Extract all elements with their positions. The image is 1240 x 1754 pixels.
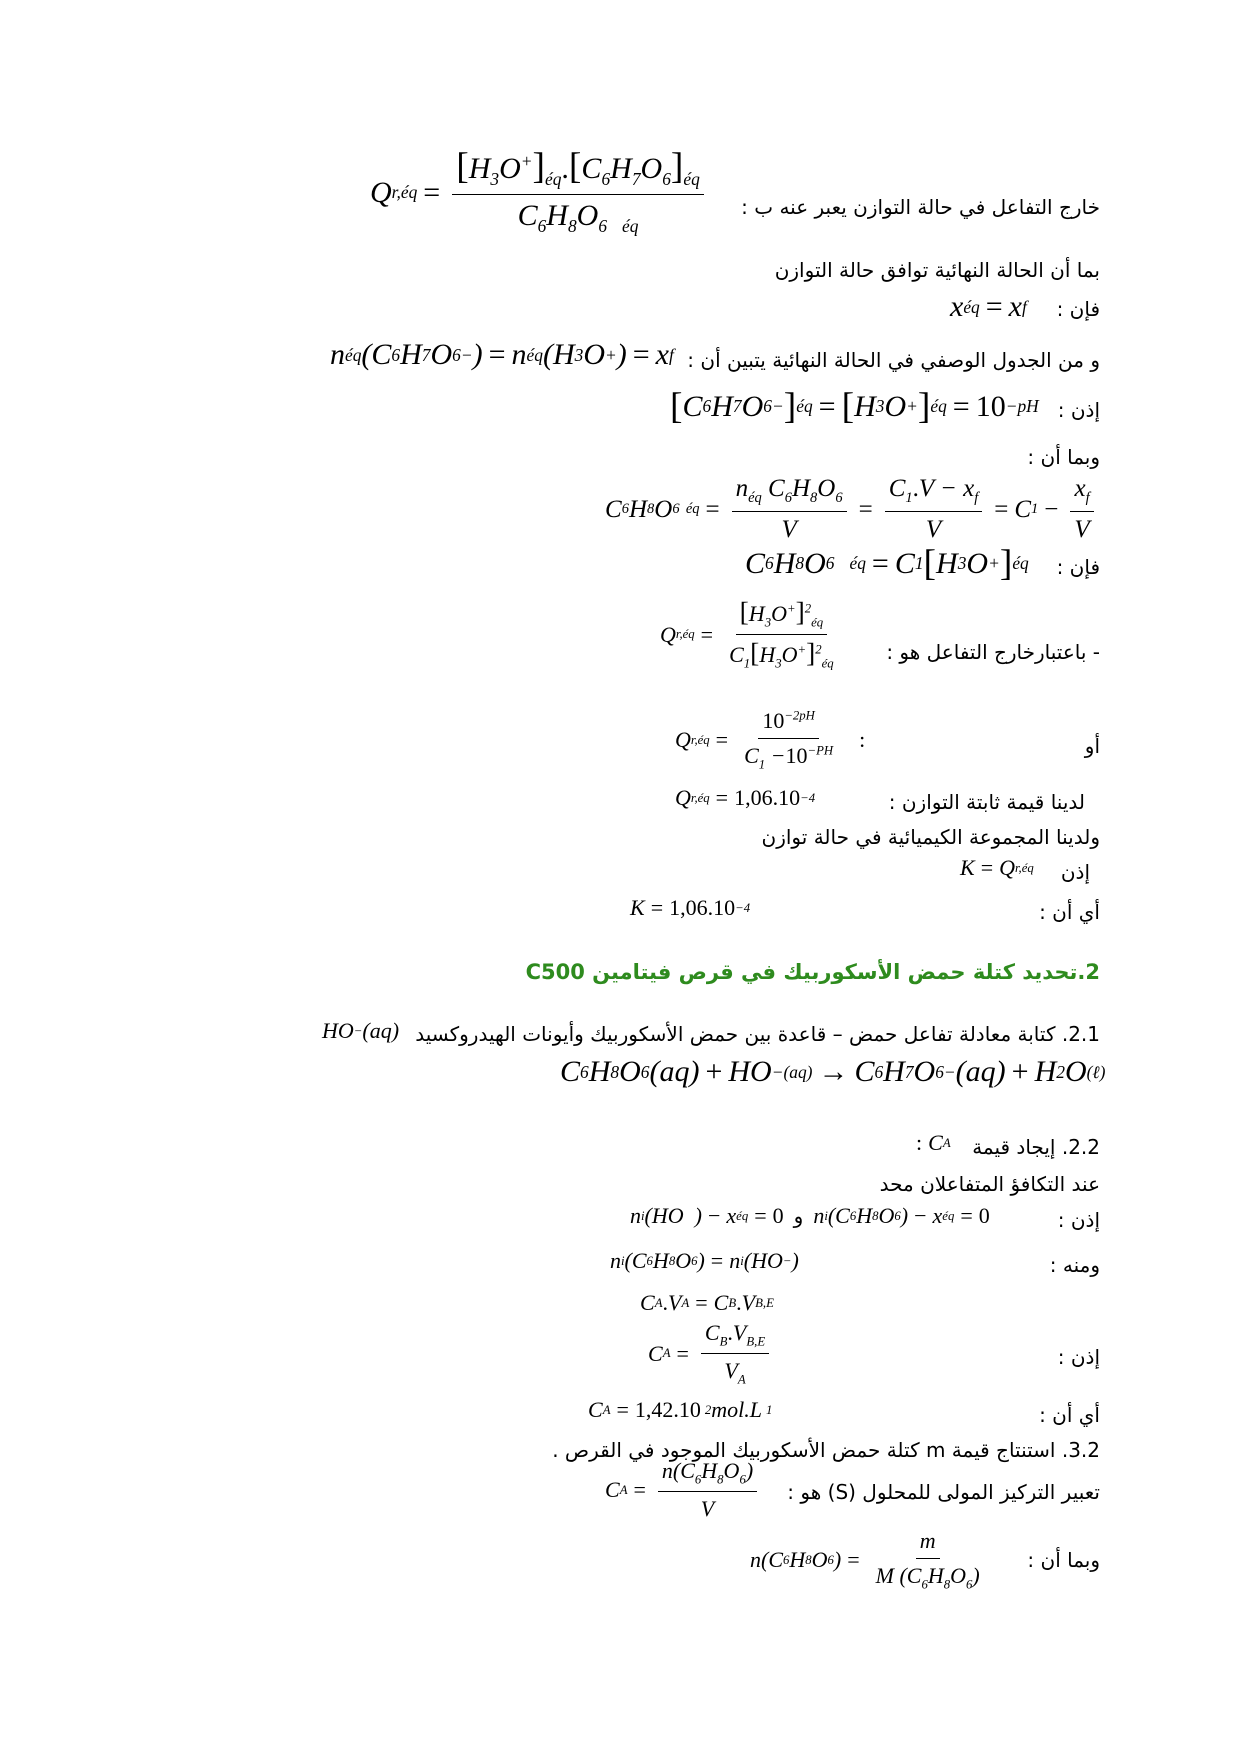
equation-cava: C A . V A = C B . V B,E: [640, 1290, 774, 1315]
ca-unit-exponent: 1: [766, 1402, 773, 1417]
equation-n-eq: n éq (C 6 H 7 O 6 − ) = n éq (H 3 O + ) = x f: [330, 338, 674, 371]
equation-hydroxide: HO − (aq): [322, 1018, 400, 1043]
text-line: أو: [1084, 734, 1100, 758]
text-line: ومنه :: [1049, 1253, 1100, 1277]
text-line: خارج التفاعل في حالة التوازن يعبر عنه ب :: [741, 195, 1100, 219]
text-line: بما أن الحالة النهائية توافق حالة التوازن: [774, 258, 1100, 282]
equation-acid-c1: C 6 H 8 O 6 éq = C 1 [ H 3 O + ] éq: [745, 543, 1029, 584]
ten: 10: [975, 389, 1006, 423]
exponent: −pH: [1005, 396, 1039, 417]
equation-q-ph: Q r,éq = $\frac{10^{-2pH}}{C_1 -10^{-PH}}$ :: [675, 708, 866, 772]
text-line: 2.2. إيجاد قيمة: [972, 1135, 1100, 1159]
text-line: - باعتبارخارج التفاعل هو :: [886, 640, 1100, 664]
section-title: 2.تحديد كتلة حمض الأسكوربيك في قرص فيتامين C500: [525, 960, 1100, 984]
equation-ni: n i (C 6 H 8 O 6 ) = n i (HO − ): [610, 1248, 799, 1273]
equation-k-value: K = 1,06.10 −4: [630, 895, 751, 920]
exponent: −2pH: [784, 708, 815, 723]
equation-ca-frac: C A = $\frac{C_B.V_{B,E}}{V_A}$: [648, 1320, 775, 1388]
text-line: وبما أن :: [1027, 1548, 1100, 1572]
equation-q-def: Q r,éq = $\frac{[H_3O^+]_{éq}.[C_6H_7O_6]_{éq}}{C_6H_8O_6 _{éq}}$: [370, 148, 710, 237]
text-line: 3.2. استنتاج قيمة m كتلة حمض الأسكوربيك الموجود في القرص .: [552, 1438, 1100, 1462]
equation-k-q: K = Q r,éq: [960, 855, 1034, 880]
text-line: 2.1. كتابة معادلة تفاعل حمض – قاعدة بين حمض الأسكوربيك وأيونات الهيدروكسيد: [415, 1022, 1100, 1046]
equation-q-value: Q r,éq = 1,06.10 −4: [675, 785, 816, 810]
equation-ca-value: C A = 1,42.10 2 mol.L 1: [588, 1397, 773, 1422]
text-line: أي أن :: [1039, 1403, 1100, 1427]
text-line: فإن :: [1056, 297, 1100, 321]
equation-acid-eq: C 6 H 8 O 6 éq = $\frac{n_{éq} C_6H_8O_6}{V}$ = $\frac{C_1.V - x_f}{V}$ = C 1 − $\frac{x_f}{V}$: [605, 475, 1100, 544]
equation-ca-label: : C A: [916, 1130, 951, 1155]
equation-concentration: [ C 6 H 7 O 6 − ] éq = [ H 3 O + ] éq = 10 −pH: [670, 386, 1039, 427]
text-line: إذن :: [1057, 1208, 1100, 1232]
text-line: تعبير التركيز المولى للمحلول (S) هو :: [787, 1480, 1100, 1504]
equation-x: x éq = x f: [950, 290, 1027, 323]
text-line: أي أن :: [1039, 900, 1100, 924]
text-line: وبما أن :: [1027, 445, 1100, 469]
q-exponent: −4: [800, 790, 816, 805]
and-word: و: [793, 1204, 804, 1228]
text-line: إذن :: [1057, 1345, 1100, 1369]
text-line: إذن: [1060, 860, 1090, 884]
equation-ca-n: C A = $\frac{n(C_6H_8O_6)}{V}$: [605, 1458, 763, 1522]
q-value: 1,06.10: [734, 785, 801, 810]
ten: 10: [785, 743, 808, 768]
ca-exponent: 2: [704, 1402, 712, 1417]
text-line: و من الجدول الوصفي في الحالة النهائية يتبين أن :: [687, 348, 1100, 372]
text-line: فإن :: [1056, 555, 1100, 579]
k-exponent: −4: [735, 900, 751, 915]
ca-unit: mol.L: [711, 1397, 763, 1422]
text-line: إذن :: [1057, 398, 1100, 422]
k-value: 1,06.10: [669, 895, 736, 920]
ca-value: 1,42.10: [634, 1397, 701, 1422]
equation-reaction: C 6 H 8 O 6 (aq) + HO − (aq) → C 6 H 7 O 6 − (aq) + H 2 O (ℓ): [560, 1055, 1106, 1088]
equation-q-h3o: Q r,éq = $\frac{[H_3O^+]^2_{éq}}{C_1[H_3O^+]^2_{éq}}$: [660, 596, 834, 671]
text-line: لدينا قيمة ثابتة التوازن :: [888, 790, 1085, 814]
equation-n-m: n(C 6 H 8 O 6 ) = $\frac{m}{M (C_6H_8O_6)}$: [750, 1528, 980, 1592]
equation-equivalence: n i (HO ) − x éq = 0 و n i (C 6 H 8 O 6 ) − x éq = 0: [630, 1203, 990, 1228]
text-line: ولدينا المجموعة الكيميائية في حالة توازن: [761, 825, 1100, 849]
text-line: عند التكافؤ المتفاعلان محد: [879, 1172, 1100, 1196]
exponent: −PH: [807, 743, 834, 758]
ten: 10: [762, 708, 785, 733]
